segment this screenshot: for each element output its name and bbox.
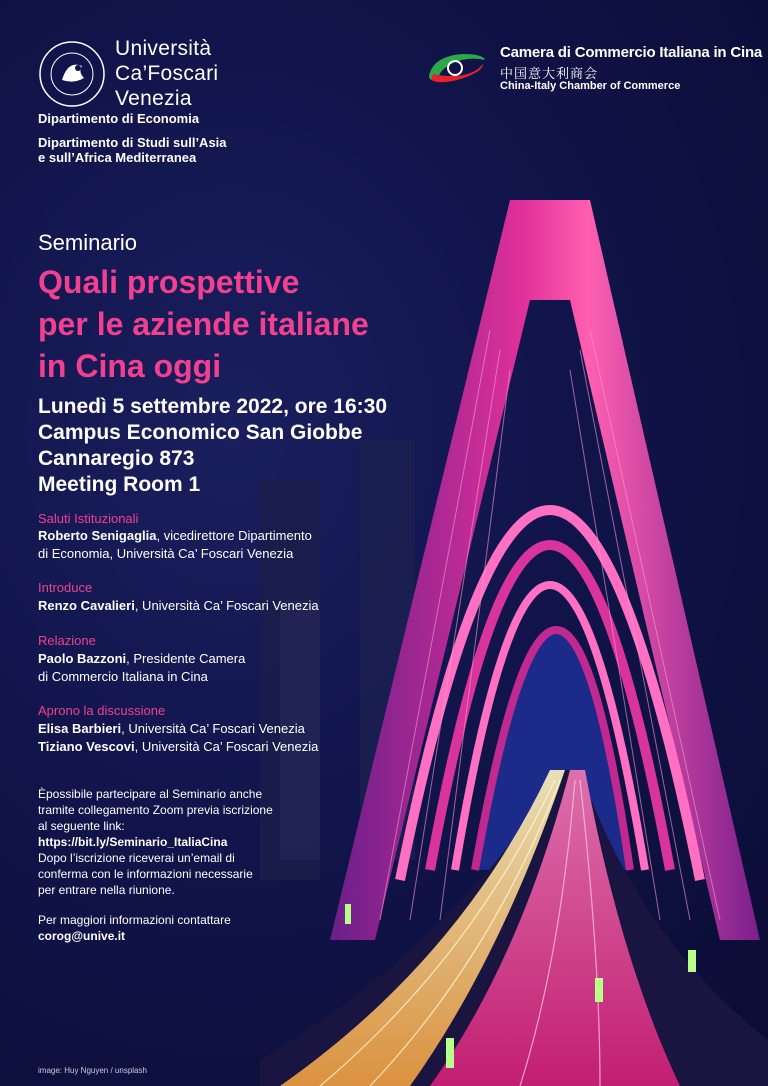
zoom-line-4: Dopo l’iscrizione riceverai un’email di [38, 851, 235, 865]
contact-info [38, 912, 231, 944]
image-credit: image: Huy Nguyen / unsplash [38, 1066, 147, 1075]
event-title-line-2: per le aziende italiane [38, 306, 369, 342]
discussione-heading: Aprono la discussione [38, 703, 166, 718]
intro-heading: Introduce [38, 580, 93, 595]
relazione-text [38, 650, 378, 686]
university-name-line-1: Università [115, 37, 212, 60]
intro-text [38, 597, 378, 615]
zoom-line-3: al seguente link: [38, 819, 125, 833]
discussant-2-name: Tiziano Vescovi [38, 739, 135, 754]
zoom-line-1: Èpossibile partecipare al Seminario anche [38, 787, 263, 801]
event-title-line-1: Quali prospettive [38, 264, 300, 300]
discussant-2-role: , Università Ca’ Foscari Venezia [134, 739, 319, 754]
saluti-speaker-role-2: di Economia, Università Ca’ Foscari Venezia [38, 546, 294, 561]
intro-speaker-name: Renzo Cavalieri [38, 598, 135, 613]
event-venue-line-2: Cannaregio 873 [38, 447, 195, 470]
saluti-heading: Saluti Istituzionali [38, 511, 139, 526]
chamber-of-commerce-logo [423, 46, 489, 88]
zoom-registration-link[interactable]: https://bit.ly/Seminario_ItaliaCina [38, 835, 228, 849]
event-title-line-3: in Cina oggi [38, 348, 222, 384]
relazione-speaker-role-2: di Commercio Italiana in Cina [38, 669, 208, 684]
dept-asia-line-2: e sull’Africa Mediterranea [38, 150, 197, 165]
discussant-1-name: Elisa Barbieri [38, 721, 122, 736]
event-kind: Seminario [38, 230, 138, 255]
contact-email-link[interactable]: corog@unive.it [38, 929, 126, 943]
event-room: Meeting Room 1 [38, 473, 201, 496]
event-venue-line-1: Campus Economico San Giobbe [38, 421, 363, 444]
discussant-1-role: , Università Ca’ Foscari Venezia [121, 721, 305, 736]
chamber-name-chinese: 中国意大利商会 [500, 66, 599, 81]
dept-asia [38, 135, 298, 165]
chamber-name-english: China-Italy Chamber of Commerce [500, 80, 681, 92]
saluti-speaker-name: Roberto Senigaglia [38, 528, 157, 543]
contact-line: Per maggiori informazioni contattare [38, 913, 231, 927]
ca-foscari-seal-logo [38, 40, 106, 108]
saluti-text [38, 527, 378, 563]
university-name-line-3: Venezia [115, 87, 192, 110]
university-name-line-2: Ca’Foscari [115, 62, 219, 85]
zoom-line-2: tramite collegamento Zoom previa iscrizione [38, 803, 273, 817]
intro-speaker-role: , Università Ca’ Foscari Venezia [134, 598, 319, 613]
dept-asia-line-1: Dipartimento di Studi sull’Asia [38, 135, 227, 150]
relazione-speaker-role-1: , Presidente Camera [126, 651, 246, 666]
event-datetime: Lunedì 5 settembre 2022, ore 16:30 [38, 395, 387, 418]
chamber-name: Camera di Commercio Italiana in Cina [500, 44, 763, 61]
saluti-speaker-role-1: , vicedirettore Dipartimento [156, 528, 312, 543]
zoom-line-6: per entrare nella riunione. [38, 883, 175, 897]
discussione-text [38, 720, 378, 756]
zoom-line-5: conferma con le informazioni necessarie [38, 867, 253, 881]
zoom-info [38, 786, 273, 898]
dept-economia: Dipartimento di Economia [38, 111, 200, 126]
relazione-speaker-name: Paolo Bazzoni [38, 651, 127, 666]
relazione-heading: Relazione [38, 633, 96, 648]
